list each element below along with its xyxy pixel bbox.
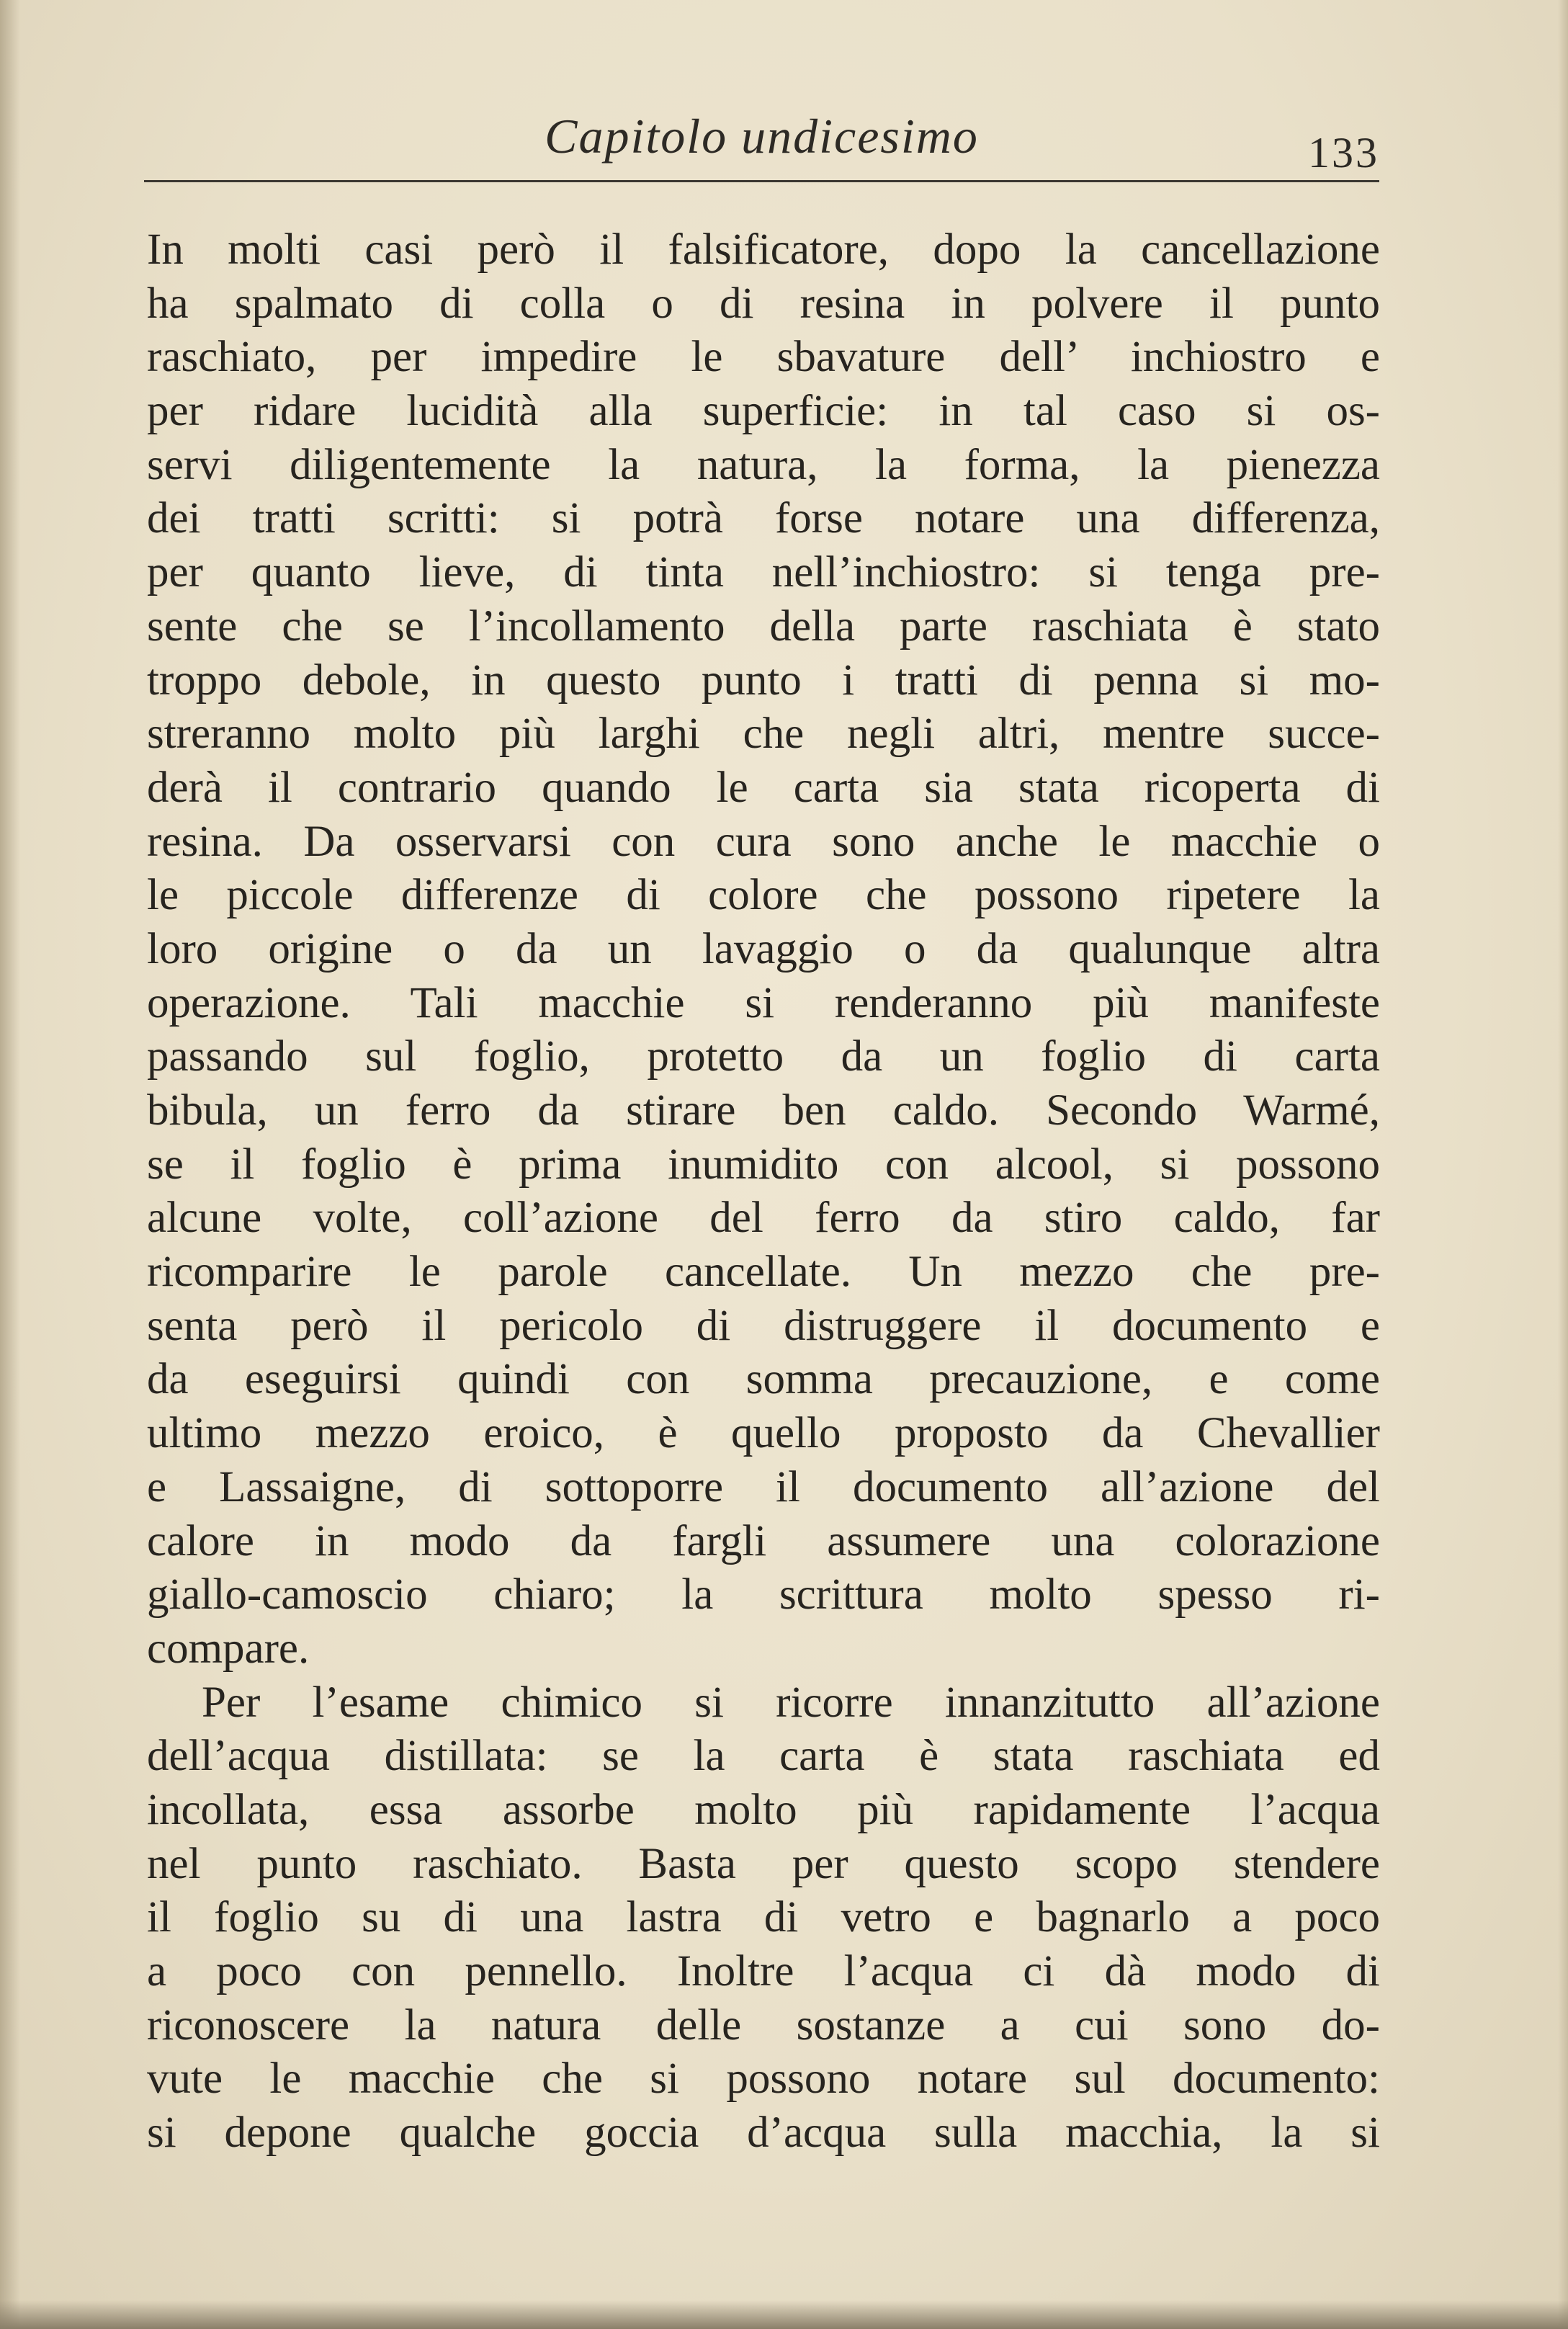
text-line: senta però il pericolo di distruggere il documento e xyxy=(147,1301,1380,1350)
text-line: si depone qualche goccia d’acqua sulla macchia, la si xyxy=(147,2109,1380,2158)
text-line: vute le macchie che si possono notare sul documento: xyxy=(147,2055,1380,2104)
text-line: servi diligentemente la natura, la forma, la pienezza xyxy=(147,440,1380,489)
text-line: dell’acqua distillata: se la carta è stata raschiata ed xyxy=(147,1732,1380,1781)
text-line: streranno molto più larghi che negli altri, mentre succe- xyxy=(147,710,1380,759)
running-head xyxy=(144,108,1379,187)
text-line: raschiato, per impedire le sbavature dell’ inchiostro e xyxy=(147,333,1380,382)
text-line: giallo-camoscio chiaro; la scrittura molto spesso ri- xyxy=(147,1570,1380,1619)
body-text xyxy=(147,223,1380,2160)
text-line: calore in modo da fargli assumere una colorazione xyxy=(147,1516,1380,1565)
text-line: da eseguirsi quindi con somma precauzione, e come xyxy=(147,1355,1380,1404)
text-line: per quanto lieve, di tinta nell’inchiostro: si tenga pre- xyxy=(147,548,1380,597)
header-rule xyxy=(144,180,1379,182)
text-line: incollata, essa assorbe molto più rapidamente l’acqua xyxy=(147,1785,1380,1834)
paragraph-end-line: compare. xyxy=(147,1624,310,1673)
text-line: bibula, un ferro da stirare ben caldo. Secondo Warmé, xyxy=(147,1086,1380,1135)
chapter-title: Capitolo undicesimo xyxy=(545,109,979,164)
paragraph-start-line: Per l’esame chimico si ricorre innanzitutto all’azione xyxy=(202,1678,1380,1727)
page-bottom-shadow xyxy=(0,2300,1568,2329)
text-line: loro origine o da un lavaggio o da qualunque altra xyxy=(147,924,1380,973)
text-line: sente che se l’incollamento della parte raschiata è stato xyxy=(147,602,1380,651)
text-line: se il foglio è prima inumidito con alcool, si possono xyxy=(147,1140,1380,1189)
text-line: riconoscere la natura delle sostanze a cui sono do- xyxy=(147,2001,1380,2049)
text-line: ultimo mezzo eroico, è quello proposto da Chevallier xyxy=(147,1409,1380,1458)
page-gutter-shadow xyxy=(0,0,20,2329)
text-line: le piccole differenze di colore che possono ripetere la xyxy=(147,871,1380,920)
text-line: operazione. Tali macchie si renderanno più manifeste xyxy=(147,978,1380,1027)
text-line: resina. Da osservarsi con cura sono anche le macchie o xyxy=(147,817,1380,866)
page-right-edge xyxy=(1558,0,1568,2329)
text-line: per ridare lucidità alla superficie: in tal caso si os- xyxy=(147,387,1380,436)
text-line: dei tratti scritti: si potrà forse notare una differenza, xyxy=(147,494,1380,543)
text-line: ha spalmato di colla o di resina in polvere il punto xyxy=(147,279,1380,328)
page-number: 133 xyxy=(1308,129,1379,176)
text-line: ricomparire le parole cancellate. Un mezzo che pre- xyxy=(147,1248,1380,1297)
text-line: nel punto raschiato. Basta per questo scopo stendere xyxy=(147,1839,1380,1888)
text-line: e Lassaigne, di sottoporre il documento all’azione del xyxy=(147,1462,1380,1511)
text-line: alcune volte, coll’azione del ferro da stiro caldo, far xyxy=(147,1194,1380,1243)
text-line: a poco con pennello. Inoltre l’acqua ci dà modo di xyxy=(147,1947,1380,1995)
text-line: passando sul foglio, protetto da un foglio di carta xyxy=(147,1032,1380,1081)
text-line: In molti casi però il falsificatore, dopo la cancellazione xyxy=(147,225,1380,274)
text-line: il foglio su di una lastra di vetro e bagnarlo a poco xyxy=(147,1893,1380,1942)
text-line: derà il contrario quando le carta sia stata ricoperta di xyxy=(147,763,1380,812)
text-line: troppo debole, in questo punto i tratti di penna si mo- xyxy=(147,656,1380,705)
